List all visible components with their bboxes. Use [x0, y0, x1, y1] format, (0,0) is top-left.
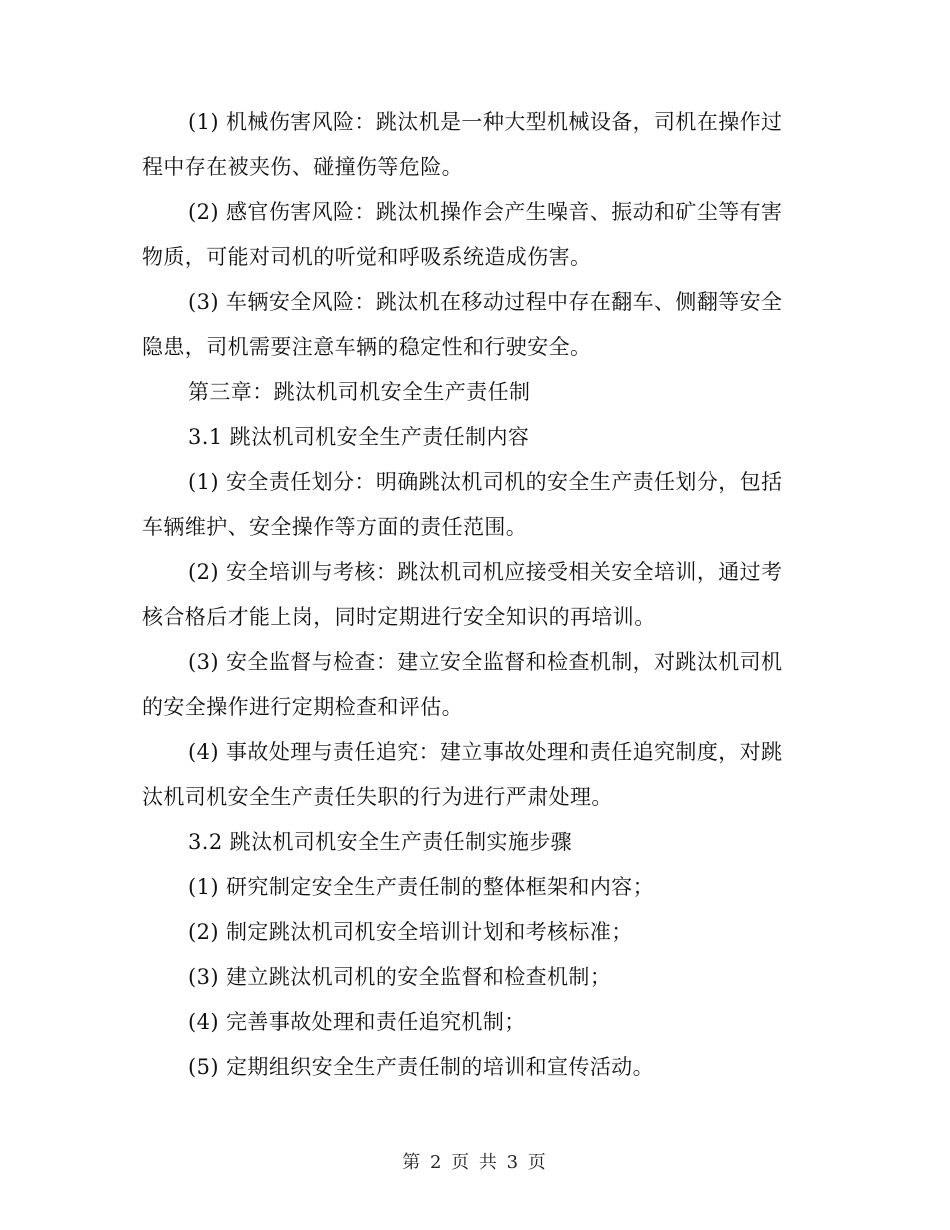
paragraph-training-assessment: (2) 安全培训与考核：跳汰机司机应接受相关安全培训，通过考核合格后才能上岗，同时定期进行安全知识的再培训。 [142, 560, 783, 629]
section-heading-3-2: 3.2 跳汰机司机安全生产责任制实施步骤 [188, 830, 573, 854]
section-heading-3-1: 3.1 跳汰机司机安全生产责任制内容 [188, 425, 530, 449]
paragraph-responsibility-division: (1) 安全责任划分：明确跳汰机司机的安全生产责任划分，包括车辆维护、安全操作等方面的责任范围。 [142, 470, 783, 539]
paragraph-risk-vehicle: (3) 车辆安全风险：跳汰机在移动过程中存在翻车、侧翻等安全隐患，司机需要注意车辆的稳定性和行驶安全。 [142, 290, 783, 359]
list-item-step-2: (2) 制定跳汰机司机安全培训计划和考核标准； [188, 920, 633, 944]
list-item-step-5: (5) 定期组织安全生产责任制的培训和宣传活动。 [188, 1055, 655, 1079]
list-item-step-1: (1) 研究制定安全生产责任制的整体框架和内容； [188, 875, 655, 899]
paragraph-risk-sensory: (2) 感官伤害风险：跳汰机操作会产生噪音、振动和矿尘等有害物质，可能对司机的听觉和呼吸系统造成伤害。 [142, 200, 783, 269]
paragraph-supervision-inspection: (3) 安全监督与检查：建立安全监督和检查机制，对跳汰机司机的安全操作进行定期检查和评估。 [142, 650, 783, 719]
paragraph-accident-handling: (4) 事故处理与责任追究：建立事故处理和责任追究制度，对跳汰机司机安全生产责任失职的行为进行严肃处理。 [142, 740, 783, 809]
list-item-step-4: (4) 完善事故处理和责任追究机制； [188, 1010, 526, 1034]
list-item-step-3: (3) 建立跳汰机司机的安全监督和检查机制； [188, 965, 612, 989]
paragraph-risk-mechanical: (1) 机械伤害风险：跳汰机是一种大型机械设备，司机在操作过程中存在被夹伤、碰撞伤等危险。 [142, 110, 783, 179]
chapter-heading: 第三章：跳汰机司机安全生产责任制 [188, 380, 531, 404]
page-number-footer: 第 2 页 共 3 页 [402, 1152, 548, 1173]
document-body [142, 100, 802, 1090]
